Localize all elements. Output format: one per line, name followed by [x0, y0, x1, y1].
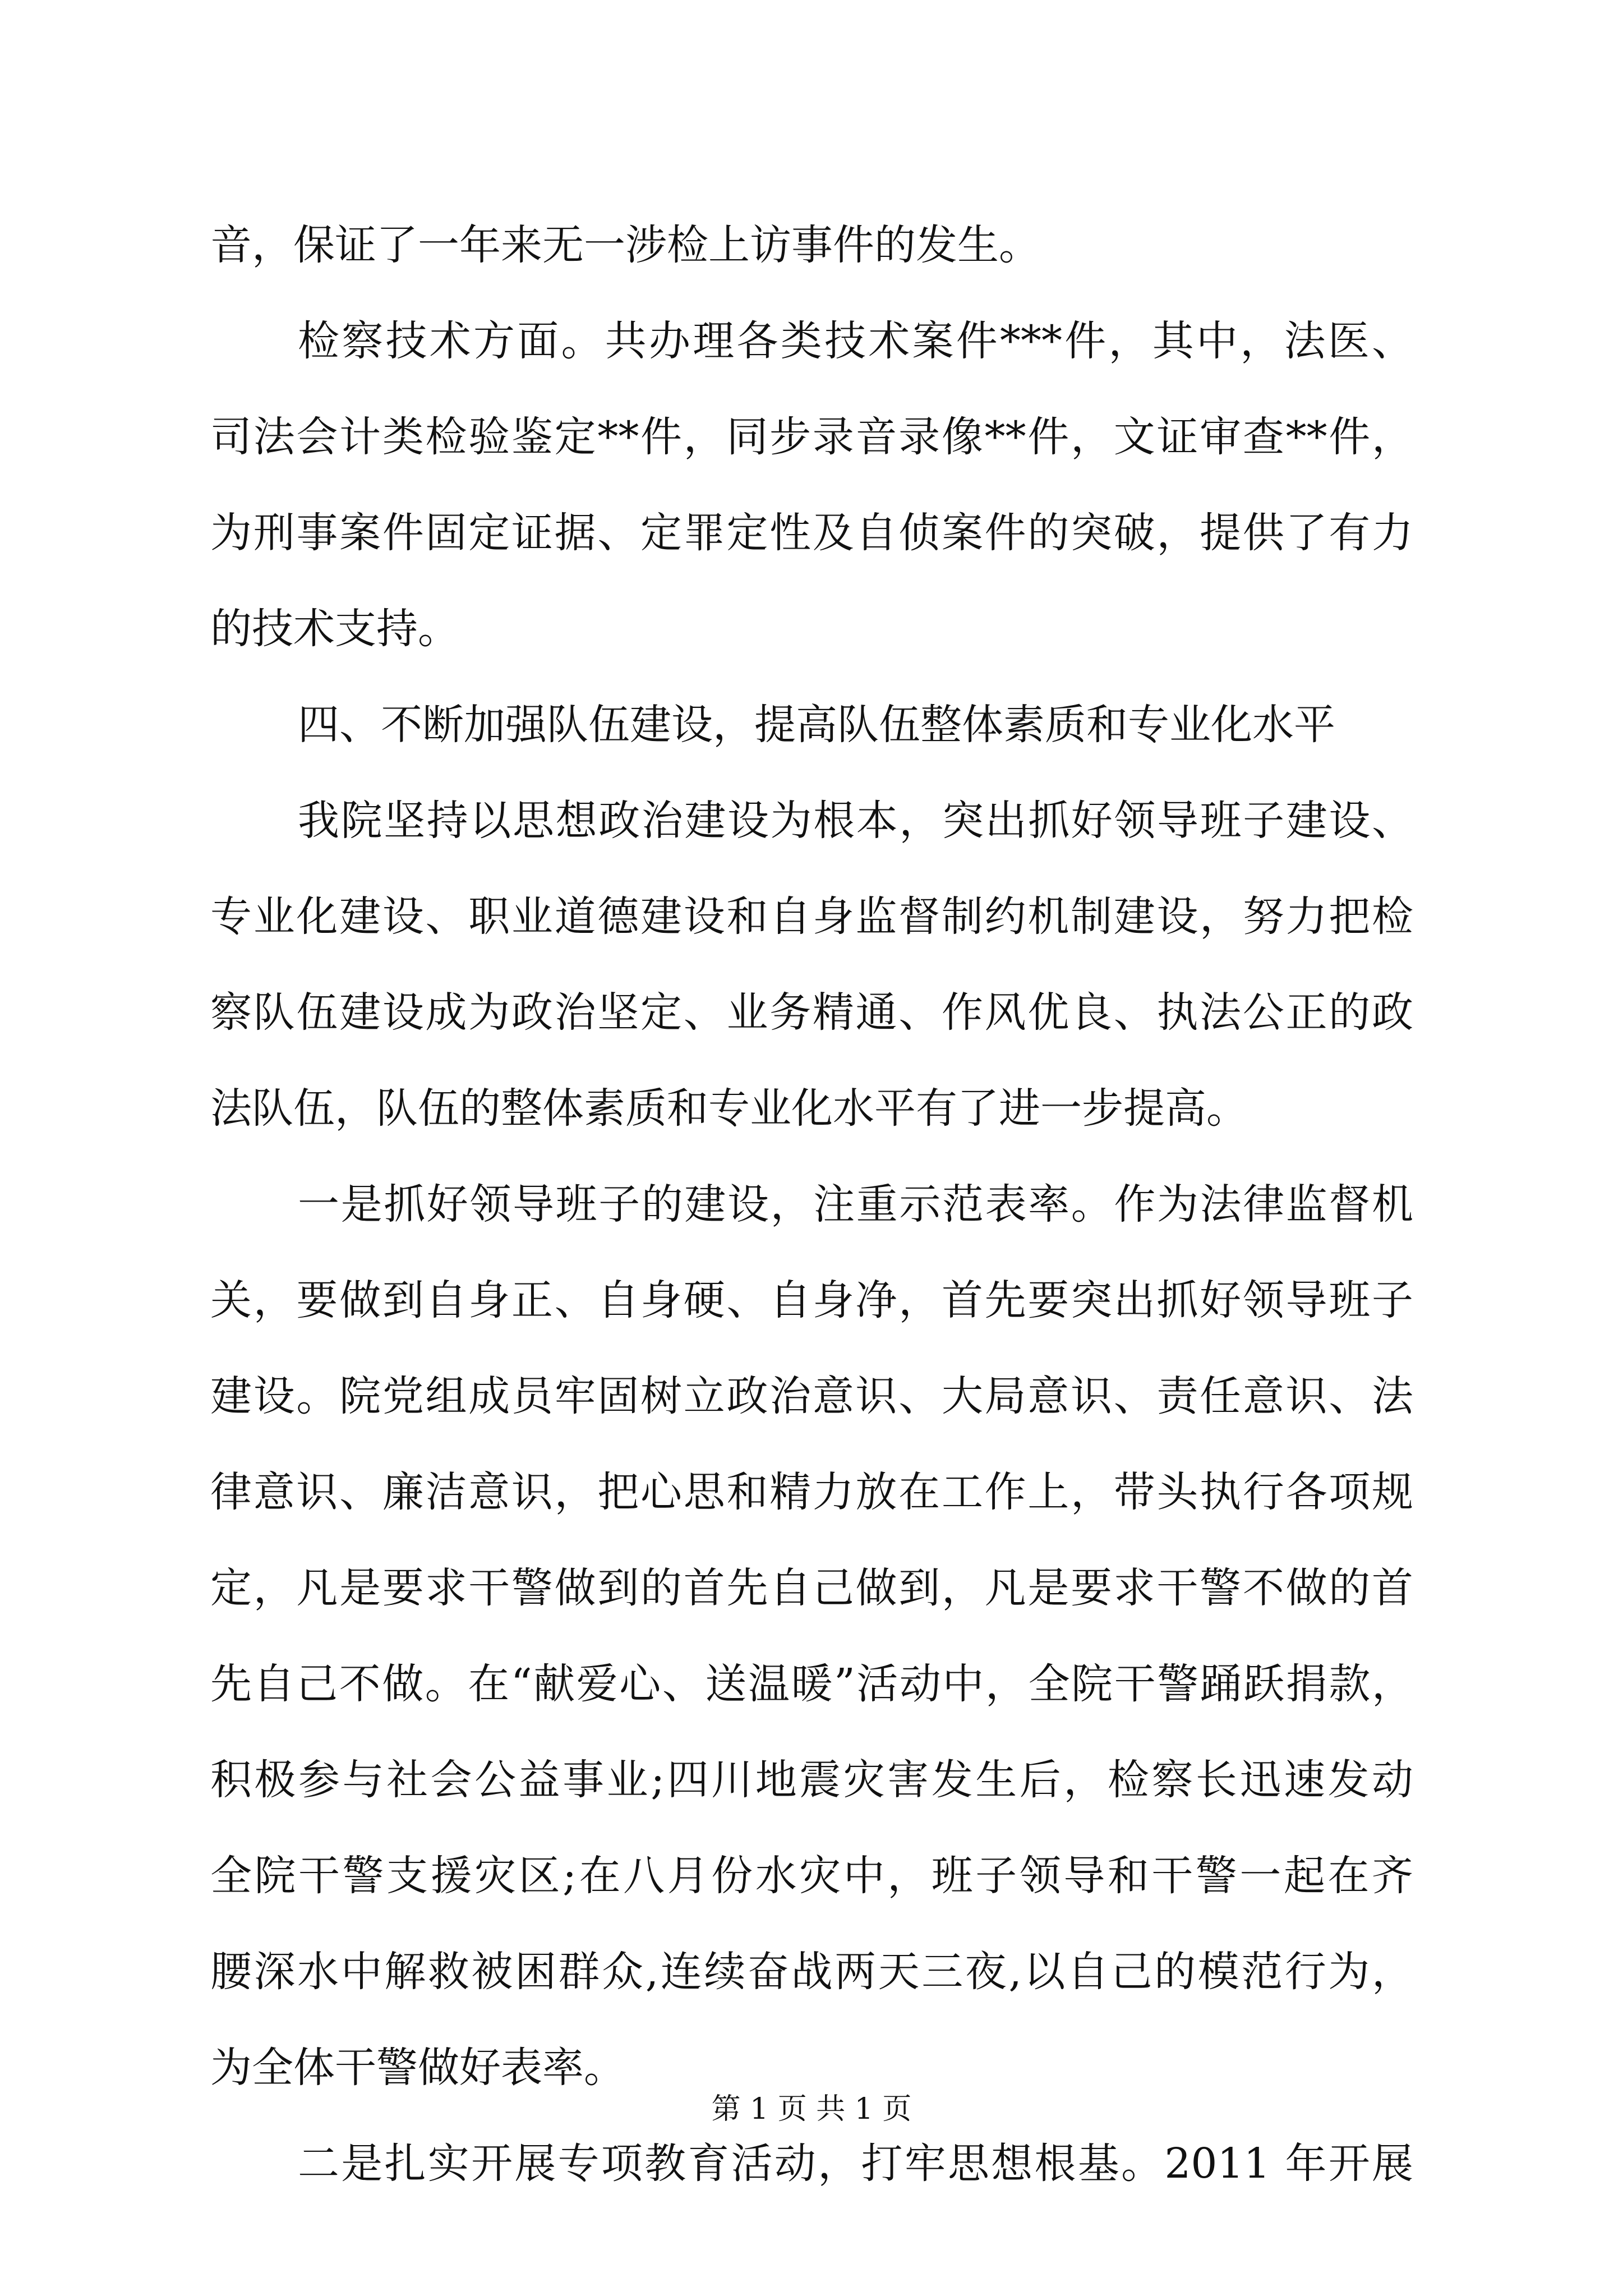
text-line: 司法会计类检验鉴定**件，同步录音录像**件，文证审查**件，	[210, 413, 1413, 461]
text-line: 一是抓好领导班子的建设，注重示范表率。作为法律监督机	[298, 1180, 1413, 1228]
text-line: 为全体干警做好表率。	[210, 2044, 625, 2092]
text-line: 积极参与社会公益事业;四川地震灾害发生后，检察长迅速发动	[210, 1756, 1413, 1804]
text-line: 法队伍，队伍的整体素质和专业化水平有了进一步提高。	[210, 1084, 1248, 1133]
page-footer: 第 1 页 共 1 页	[711, 2092, 912, 2126]
text-line: 专业化建设、职业道德建设和自身监督制约机制建设，努力把检	[210, 892, 1413, 941]
text-line: 全院干警支援灾区;在八月份水灾中，班子领导和干警一起在齐	[210, 1852, 1413, 1900]
text-line: 先自己不做。在“献爱心、送温暖”活动中，全院干警踊跃捐款，	[210, 1660, 1413, 1708]
text-line: 定，凡是要求干警做到的首先自己做到，凡是要求干警不做的首	[210, 1564, 1413, 1612]
text-line: 建设。院党组成员牢固树立政治意识、大局意识、责任意识、法	[210, 1372, 1413, 1420]
text-line: 察队伍建设成为政治坚定、业务精通、作风优良、执法公正的政	[210, 988, 1413, 1037]
text-line: 检察技术方面。共办理各类技术案件***件，其中，法医、	[298, 317, 1413, 365]
text-line: 的技术支持。	[210, 605, 459, 653]
text-line: 音，保证了一年来无一涉检上访事件的发生。	[210, 221, 1040, 269]
text-line: 为刑事案件固定证据、定罪定性及自侦案件的突破，提供了有力	[210, 509, 1413, 557]
section-heading: 四、不断加强队伍建设，提高队伍整体素质和专业化水平	[298, 701, 1335, 749]
text-line: 关，要做到自身正、自身硬、自身净，首先要突出抓好领导班子	[210, 1276, 1413, 1324]
text-line: 律意识、廉洁意识，把心思和精力放在工作上，带头执行各项规	[210, 1468, 1413, 1516]
text-line: 腰深水中解救被困群众,连续奋战两天三夜,以自己的模范行为，	[210, 1948, 1413, 1996]
text-line: 二是扎实开展专项教育活动，打牢思想根基。2011 年开展	[298, 2139, 1413, 2188]
document-body	[210, 197, 1413, 2212]
text-line: 我院坚持以思想政治建设为根本，突出抓好领导班子建设、	[298, 797, 1413, 845]
